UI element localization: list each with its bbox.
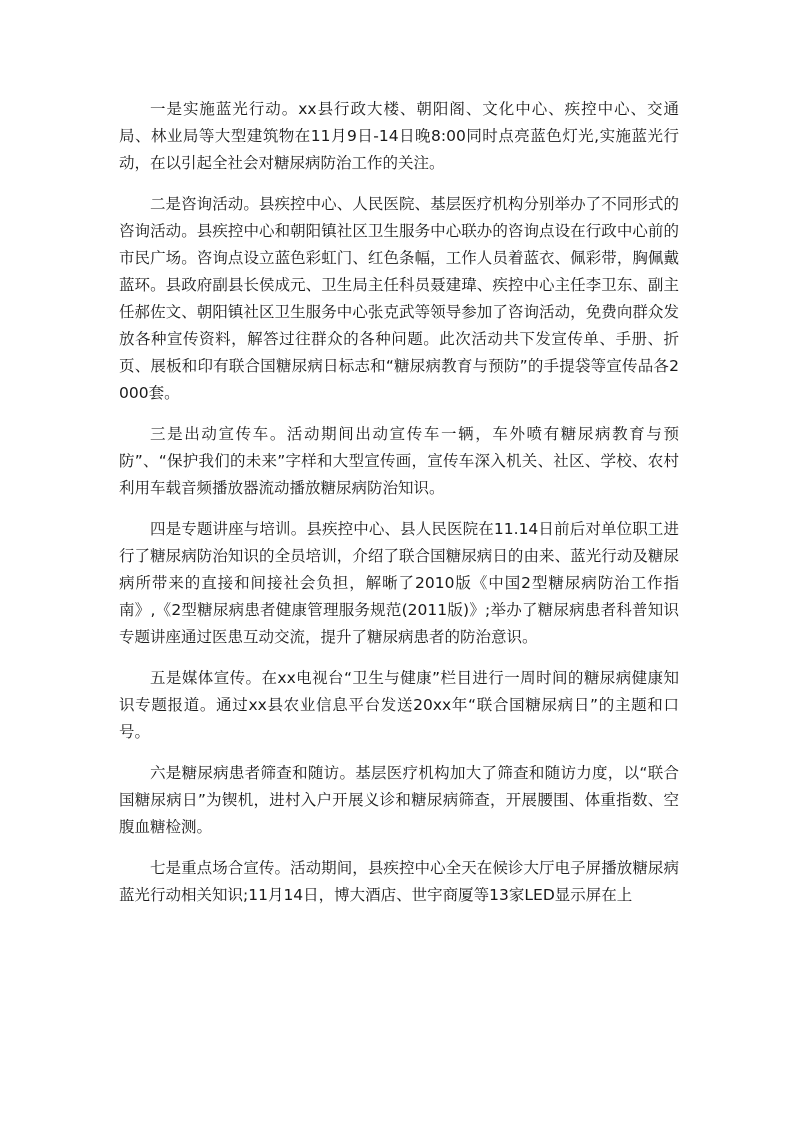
document-body (119, 96, 679, 923)
paragraph-consultation: 二是咨询活动。县疾控中心、人民医院、基层医疗机构分别举办了不同形式的咨询活动。县疾控中心和朝阳镇社区卫生服务中心联办的咨询点设在行政中心前的市民广场。咨询点设立蓝色彩虹门、红色条幅，工作人员着蓝衣、佩彩带，胸佩戴蓝环。县政府副县长侯成元、卫生局主任科员聂建瑋、疾控中心主任李卫东、副主任郝佐文、朝阳镇社区卫生服务中心张克武等领导参加了咨询活动，免费向群众发放各种宣传资料，解答过往群众的各种问题。此次活动共下发宣传单、手册、折页、展板和印有联合国糖尿病日标志和“糖尿病教育与预防”的手提袋等宣传品各2000套。 (119, 195, 679, 402)
paragraph-key-venue-publicity: 七是重点场合宣传。活动期间，县疾控中心全天在候诊大厅电子屏播放糖尿病蓝光行动相关知识;11月14日，博大酒店、世宇商厦等13家LED显示屏在上 (119, 859, 679, 904)
paragraph-lecture-training: 四是专题讲座与培训。县疾控中心、县人民医院在11.14日前后对单位职工进行了糖尿病防治知识的全员培训，介绍了联合国糖尿病日的由来、蓝光行动及糖尿病所带来的直接和间接社会负担，解晰了2010版《中国2型糖尿病防治工作指南》,《2型糖尿病患者健康管理服务规范(2011版)》;举办了糖尿病患者科普知识专题讲座通过医患互动交流，提升了糖尿病患者的防治意识。 (119, 520, 679, 646)
paragraph-media-publicity: 五是媒体宣传。在xx电视台“卫生与健康”栏目进行一周时间的糖尿病健康知识专题报道。通过xx县农业信息平台发送20xx年“联合国糖尿病日”的主题和口号。 (119, 669, 679, 741)
paragraph-blue-light-action: 一是实施蓝光行动。xx县行政大楼、朝阳阁、文化中心、疾控中心、交通局、林业局等大型建筑物在11月9日-14日晚8:00同时点亮蓝色灯光,实施蓝光行动，在以引起全社会对糖尿病防治工作的关注。 (119, 100, 679, 172)
paragraph-publicity-vehicle: 三是出动宣传车。活动期间出动宣传车一辆，车外喷有糖尿病教育与预防”、“保护我们的未来”字样和大型宣传画，宣传车深入机关、社区、学校、农村利用车载音频播放器流动播放糖尿病防治知识。 (119, 425, 679, 497)
paragraph-screening-followup: 六是糖尿病患者筛查和随访。基层医疗机构加大了筛查和随访力度，以“联合国糖尿病日”为锲机，进村入户开展义诊和糖尿病筛查，开展腰围、体重指数、空腹血糖检测。 (119, 764, 679, 836)
